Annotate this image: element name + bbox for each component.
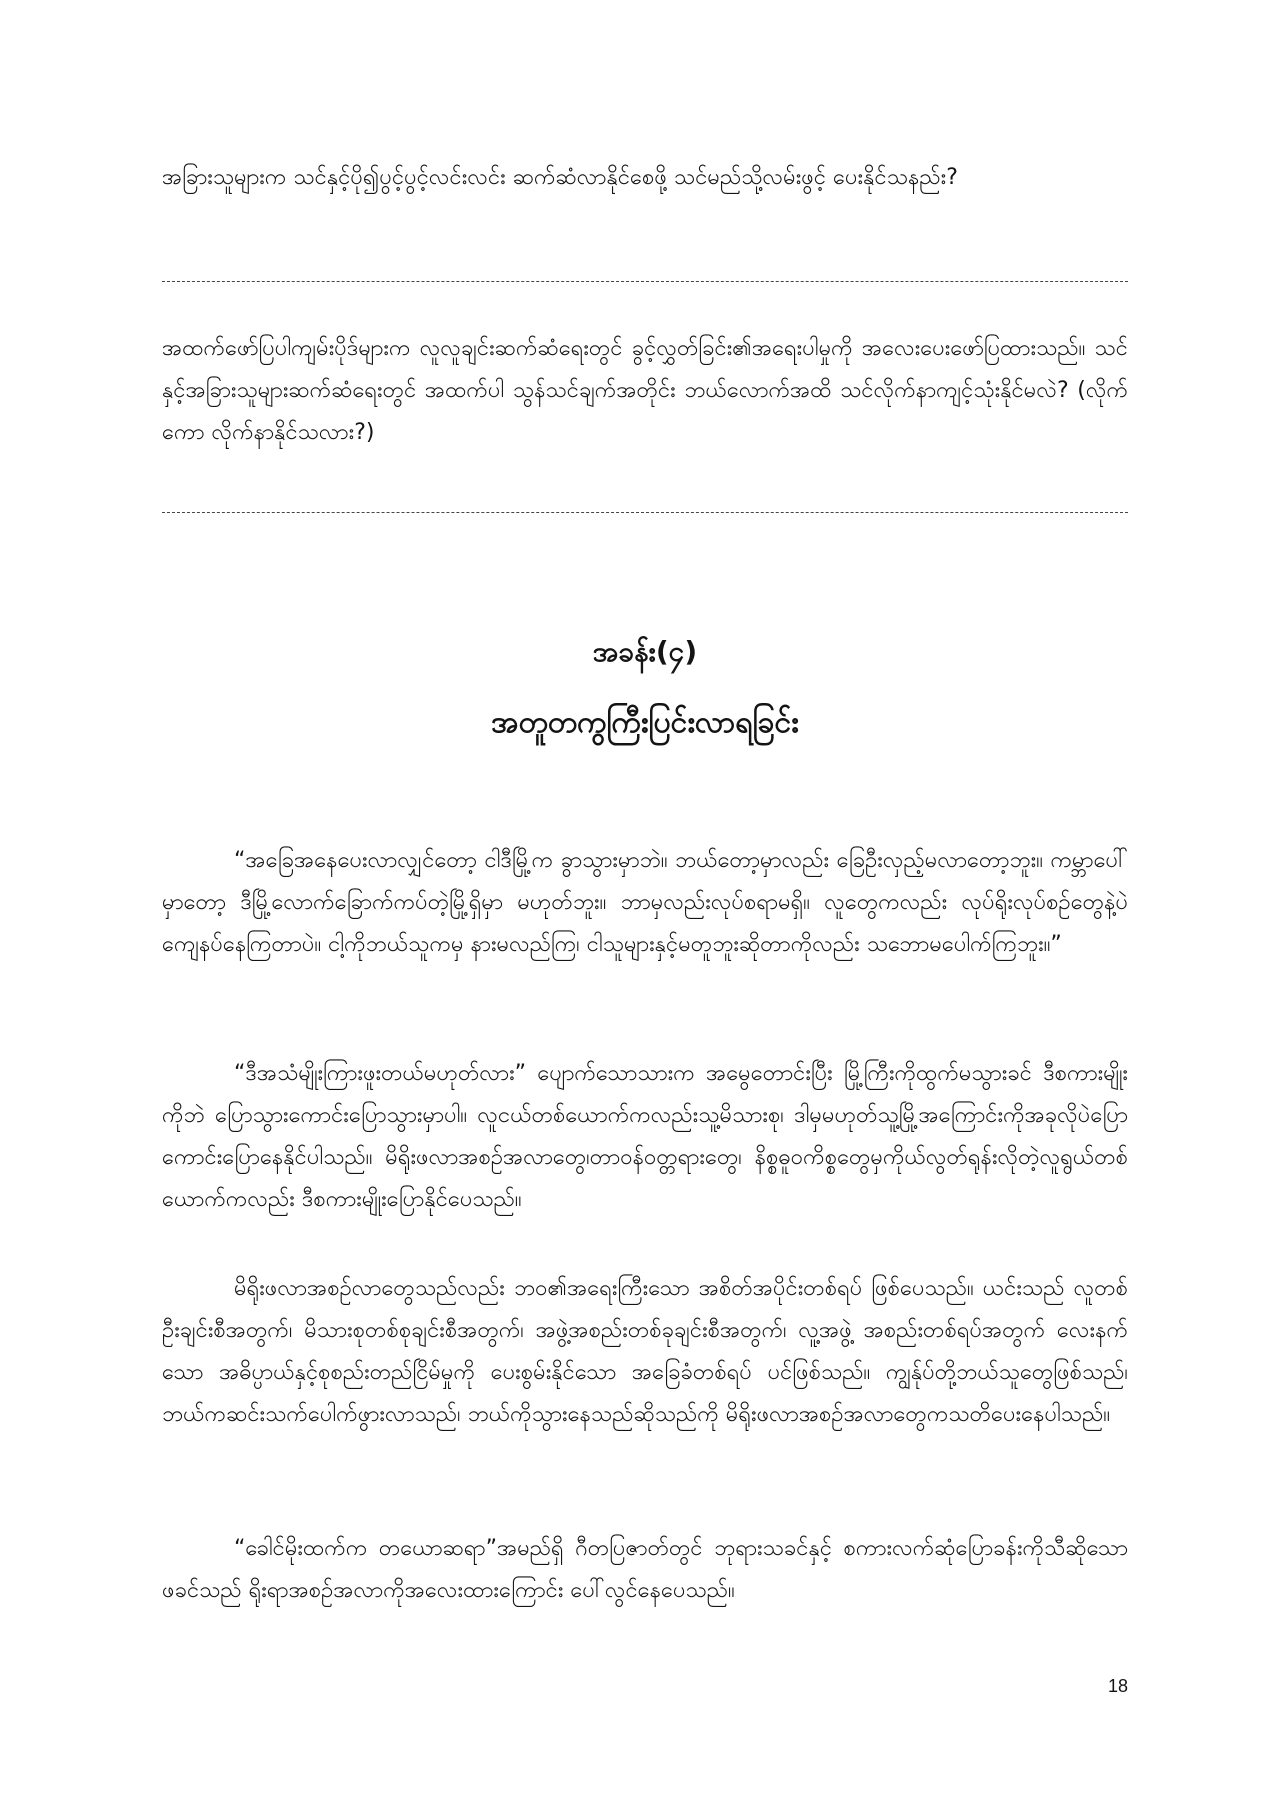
reflection-question-1: အခြားသူများက သင်နှင့်ပို၍ပွင့်ပွင့်လင်းလင်း ဆက်ဆံလာနိုင်စေဖို့ သင်မည်သို့လမ်းဖွင့် ပေးနိုင်သနည်း?: [162, 165, 958, 190]
answer-line-divider: [162, 512, 1128, 513]
page-number: 18: [1107, 1676, 1128, 1696]
body-paragraph: “အခြေအနေပေးလာလျှင်တော့ ငါဒီမြို့က ခွာသွားမှာဘဲ။ ဘယ်တော့မှာလည်း ခြေဦးလှည့်မလာတော့ဘူး။ ကမ္ဘာပေါ်မှာတော့ ဒီမြို့လောက်ခြောက်ကပ်တဲ့မြို့ရှိမှာ မဟုတ်ဘူး။ ဘာမှလည်းလုပ်စရာမရှိ။ လူတွေကလည်း လုပ်ရိုးလုပ်စဉ်တွေနဲ့ပဲ ကျေနပ်နေကြတာပဲ။ ငါ့ကိုဘယ်သူကမှ နားမလည်ကြ၊ ငါသူများနှင့်မတူဘူးဆိုတာကိုလည်း သဘောမပေါက်ကြဘူး။”: [162, 848, 1128, 957]
body-paragraph: “ဒီအသံမျိုးကြားဖူးတယ်မဟုတ်လား” ပျောက်သောသားက အမွေတောင်းပြီး မြို့ကြီးကိုထွက်မသွားခင် ဒီစကားမျိုးကိုဘဲ ပြောသွားကောင်းပြောသွားမှာပါ။ လူငယ်တစ်ယောက်ကလည်းသူ့မိသားစု၊ ဒါမှမဟုတ်သူ့မြို့အကြောင်းကိုအခုလိုပဲပြောကောင်းပြောနေနိုင်ပါသည်။ မိရိုးဖလာအစဉ်အလာတွေ၊တာဝန်ဝတ္တရားတွေ၊ နိစ္စဓူဝကိစ္စတွေမှကိုယ်လွတ်ရုန်းလိုတဲ့လူရွယ်တစ်ယောက်ကလည်း ဒီစကားမျိုးပြောနိုင်ပေသည်။: [162, 1061, 1128, 1212]
chapter-title: အတူတကွကြီးပြင်းလာရခြင်း: [491, 705, 799, 740]
answer-line-divider: [162, 281, 1128, 282]
chapter-number: အခန်း(၄): [592, 635, 698, 668]
body-paragraph: မိရိုးဖလာအစဉ်လာတွေသည်လည်း ဘဝ၏အရေးကြီးသော အစိတ်အပိုင်းတစ်ရပ် ဖြစ်ပေသည်။ ယင်းသည် လူတစ်ဦးချင်းစီအတွက်၊ မိသားစုတစ်စုချင်းစီအတွက်၊ အဖွဲ့အစည်းတစ်ခုချင်းစီအတွက်၊ လူ့အဖွဲ့ အစည်းတစ်ရပ်အတွက် လေးနက်သော အဓိပ္ပာယ်နှင့်စုစည်းတည်ငြိမ်မှုကို ပေးစွမ်းနိုင်သော အခြေခံတစ်ရပ် ပင်ဖြစ်သည်။ ကျွန်ုပ်တို့ဘယ်သူတွေဖြစ်သည်၊ ဘယ်ကဆင်းသက်ပေါက်ဖွားလာသည်၊ ဘယ်ကိုသွားနေသည်ဆိုသည်ကို မိရိုးဖလာအစဉ်အလာတွေကသတိပေးနေပါသည်။: [162, 1276, 1128, 1427]
body-paragraph: “ခေါင်မိုးထက်က တယောဆရာ”အမည်ရှိ ဂီတပြဇာတ်တွင် ဘုရားသခင်နှင့် စကားလက်ဆုံပြောခန်းကိုသီဆိုသောဖခင်သည် ရိုးရာအစဉ်အလာကိုအလေးထားကြောင်း ပေါ်လွင်နေပေသည်။: [162, 1536, 1128, 1603]
reflection-question-2: အထက်ဖော်ပြပါကျမ်းပိုဒ်များက လူလူချင်းဆက်ဆံရေးတွင် ခွင့်လွှတ်ခြင်း၏အရေးပါမှုကို အလေးပေးဖော်ပြထားသည်။ သင်နှင့်အခြားသူများဆက်ဆံရေးတွင် အထက်ပါ သွန်သင်ချက်အတိုင်း ဘယ်လောက်အထိ သင်လိုက်နာကျင့်သုံးနိုင်မလဲ? (လိုက်ကော လိုက်နာနိုင်သလား?): [162, 336, 1128, 445]
